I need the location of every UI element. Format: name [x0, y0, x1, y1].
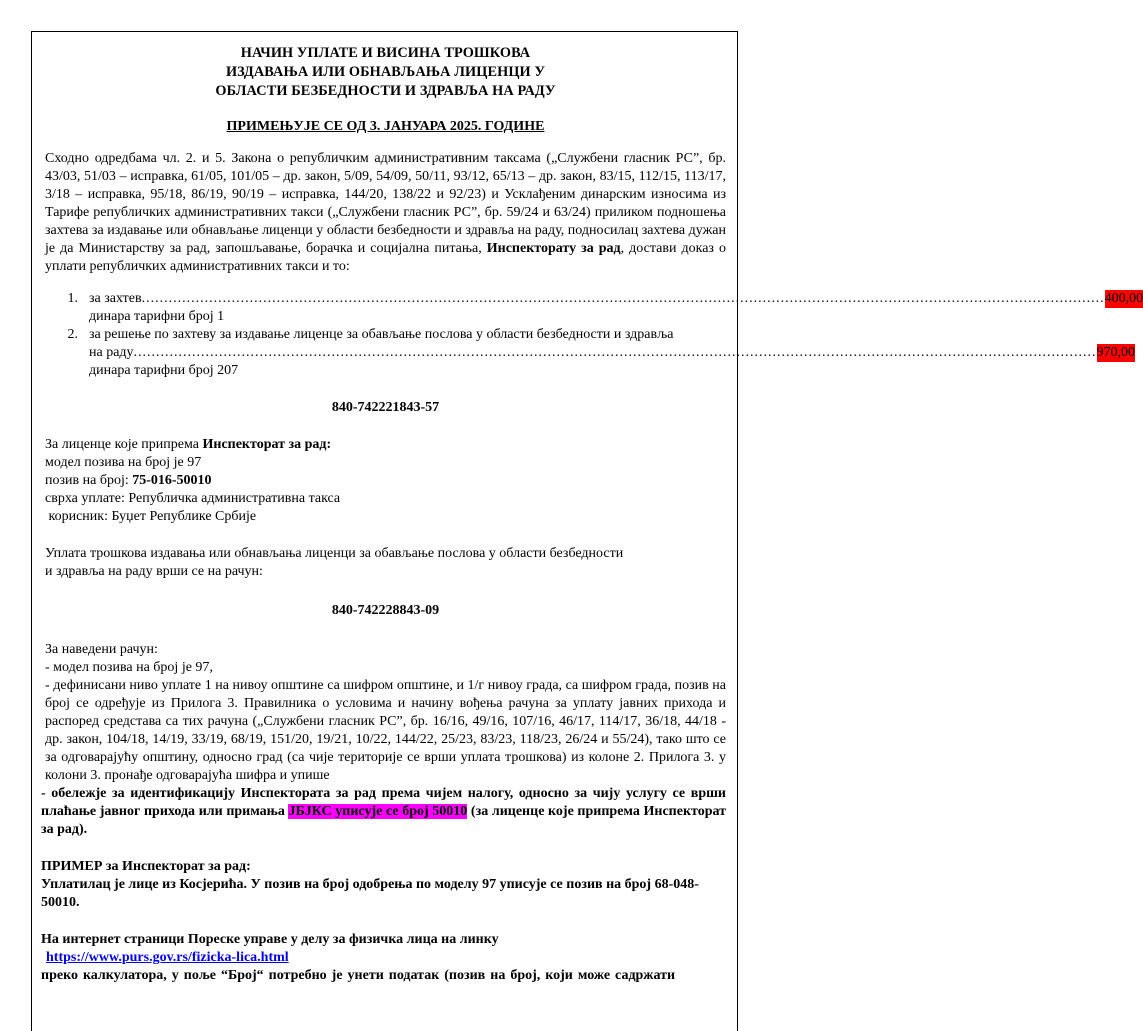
intro-text: Сходно одредбама чл. 2. и 5. Закона о републичким административним таксама („Службени гласник РС”, бр. 43/03, 51/03 – исправка, 61/05, 101/05 – др. закон, 5/09, 54/09, 50/11, 93/12, 65/13 – др. закон, 83/15, 112/15, 113/17, 3/18 – исправка, 95/18, 86/19, 90/19 – исправка, 144/20, 138/22 и 92/23) и Усклађеним динарским износима из Тарифе републичких административних такси („Службени гласник РС”, бр. 59/24 и 63/24) приликом подношења захтева за издавање или обнављање лиценци у области безбедности и здравља на раду, подносилац захтева дужан је да Министарству за рад, запошљавање, борачка и социјална питања,	[45, 151, 726, 256]
leader-dots	[134, 344, 1097, 362]
fee-item-number: 2.	[67, 327, 78, 342]
fee-item-1	[45, 290, 1143, 326]
payment-purpose: сврха уплате: Републичка административна такса	[45, 491, 341, 506]
website-block	[41, 931, 726, 985]
intro-bold-inspectorate: Инспекторату за рад	[486, 241, 621, 256]
item3-bold-text: - обележје за идентификацију Инспектората за рад према чијем налогу, односно за чију услугу се врши плаћање јавног прихода или примања	[41, 786, 726, 819]
account2-block	[41, 641, 727, 839]
leader-dots	[142, 290, 1105, 308]
fee-item-number: 1.	[67, 291, 78, 306]
title-line-2: ИЗДАВАЊА ИЛИ ОБНАВЉАЊА ЛИЦЕНЦИ У	[225, 64, 546, 80]
payment-note-line2: и здравља на раду врши се на рачун:	[45, 564, 263, 579]
document-title	[45, 44, 726, 101]
title-line-1: НАЧИН УПЛАТЕ И ВИСИНА ТРОШКОВА	[240, 45, 531, 61]
account2-heading: За наведени рачун:	[45, 642, 158, 657]
fee-item-label-line2: на раду	[89, 345, 134, 360]
fee-item-2	[45, 326, 1136, 380]
reference-number: 75-016-50010	[132, 473, 212, 488]
account2-item-1: - модел позива на број је 97,	[45, 660, 213, 675]
website-text: На интернет страници Пореске управе у делу за физичка лица на линку	[41, 932, 499, 947]
effective-date-subtitle: ПРИМЕЊУЈЕ СЕ ОД 3. ЈАНУАРА 2025. ГОДИНЕ	[226, 119, 545, 134]
title-line-3: ОБЛАСТИ БЕЗБЕДНОСТИ И ЗДРАВЉА НА РАДУ	[215, 83, 556, 99]
licenses-intro: За лиценце које припрема	[45, 437, 203, 452]
fee-amount-highlight: 970,00	[1096, 345, 1136, 360]
item3-tail: (за лиценце које припрема Инспекторат за рад).	[41, 804, 727, 837]
calculator-text: преко калкулатора, у поље “Број“ потребно је унети податак (позив на број, који може садржати	[41, 968, 676, 983]
intro-paragraph	[45, 150, 726, 276]
document-page	[31, 31, 1143, 1031]
fee-item-note: динара тарифни број 1	[89, 309, 225, 324]
fee-item-note: динара тарифни број 207	[89, 363, 239, 378]
account2-item-2: - дефинисани ниво уплате 1 на нивоу општине са шифром општине, и 1/г нивоу града, са шифром града, позив на број се одређује из Прилога 3. Правилника о условима и начину вођења рачуна за уплату јавних прихода и распоред средстава са тих рачуна („Службени гласник РС”, бр. 16/16, 49/16, 107/16, 46/17, 114/17, 36/18, 44/18 - др. закон, 104/18, 14/19, 33/19, 68/19, 151/20, 19/21, 10/22, 144/22, 25/23, 83/23, 118/23, 26/24 и 55/24), тако што се за одговарајућу општину, односно град (са чије територије се врши уплата трошкова) из колоне 2. Прилога 3. у колони 3. пронађе одговарајућа шифра и упише	[45, 678, 726, 783]
reference-label: позив на број:	[45, 473, 133, 488]
example-text: Уплатилац је лице из Косјерића. У позив на број одобрења по моделу 97 уписује се позив на број 68-048-50010.	[41, 877, 699, 910]
fee-item-label-line1: за решење по захтеву за издавање лиценце за обављање послова у области безбедности и здравља	[89, 327, 674, 342]
intro-tail: , достави доказ о уплати републичких административних такси и то:	[45, 241, 726, 274]
licenses-block	[45, 436, 726, 526]
code-highlight: ЈБЈКС уписује се број 50010	[288, 804, 468, 819]
model-line: модел позива на број је 97	[45, 455, 202, 470]
fee-amount-highlight: 400,00	[1104, 291, 1143, 306]
example-heading: ПРИМЕР за Инспекторат за рад:	[41, 859, 251, 874]
account2-item-3	[41, 785, 726, 839]
account-number-1: 840-742221843-57	[331, 400, 440, 415]
payment-note-line1: Уплата трошкова издавања или обнављања лиценци за обављање послова у области безбедности	[45, 546, 624, 561]
account-number-2: 840-742228843-09	[331, 603, 440, 618]
fee-list	[45, 290, 1143, 380]
document-content	[41, 44, 1143, 985]
licenses-intro-bold: Инспекторат за рад:	[202, 437, 332, 452]
purs-link[interactable]: https://www.purs.gov.rs/fizicka-lica.html	[46, 950, 289, 965]
example-block	[41, 858, 726, 912]
payment-note	[45, 545, 726, 581]
fee-item-label: за захтев	[89, 291, 142, 306]
payment-recipient: корисник: Буџет Републике Србије	[45, 509, 257, 524]
